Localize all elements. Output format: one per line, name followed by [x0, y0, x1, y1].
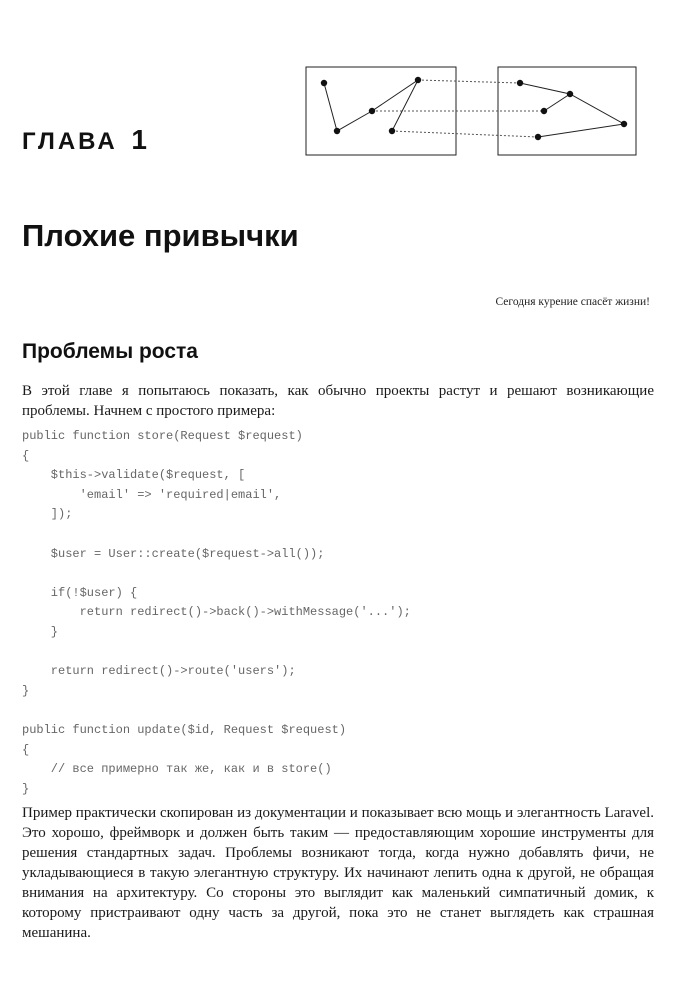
code-line: // все примерно так же, как и в store(): [22, 762, 332, 777]
code-line: }: [22, 781, 30, 796]
chapter-figure: [300, 60, 640, 160]
code-line: {: [22, 742, 30, 757]
code-line: {: [22, 448, 30, 463]
closing-paragraph: Пример практически скопирован из документации и показывает всю мощь и элегантность Laravel. Это хорошо, фреймворк и должен быть таким — предоставляющим хорошие инструменты для решения стандартных задач. Проблемы возникают тогда, когда нужно добавлять фичи, не укладывающиеся в такую элегантную структуру. Их начинают лепить одна к другой, не обращая внимания на архитектуру. Со стороны это выглядит как маленький симпатичный домик, к которому пристраивают одну часть за другой, пока это не станет выглядеть как страшная мешанина.: [22, 805, 654, 941]
figure-left-lines: [324, 80, 418, 131]
code-line: }: [22, 683, 30, 698]
section-title: Проблемы роста: [22, 340, 198, 363]
code-line: $this->validate($request, [: [22, 468, 246, 483]
chapter-title: Плохие привычки: [22, 218, 299, 253]
chapter-number: 1: [131, 124, 147, 155]
chapter-word: ГЛАВА: [22, 128, 118, 155]
code-block: [22, 427, 662, 799]
code-line: ]);: [22, 507, 73, 522]
chapter-label: [22, 124, 147, 156]
code-line: return redirect()->route('users');: [22, 664, 296, 679]
code-line: }: [22, 624, 59, 639]
intro-paragraph: В этой главе я попытаюсь показать, как обычно проекты растут и решают возникающие проблемы. Начнем с простого примера:: [22, 383, 654, 419]
code-line: [22, 564, 662, 584]
code-line: [22, 525, 662, 545]
code-line: $user = User::create($request->all());: [22, 546, 325, 561]
code-line: public function store(Request $request): [22, 429, 303, 443]
figure-right-lines: [520, 83, 624, 137]
code-line: [22, 643, 662, 663]
code-line: public function update($id, Request $request): [22, 722, 347, 737]
code-line: if(!$user) {: [22, 585, 138, 600]
epigraph: Сегодня курение спасёт жизни!: [495, 296, 650, 308]
code-line: 'email' => 'required|email',: [22, 487, 282, 502]
figure-dotted-connectors: [372, 80, 544, 137]
code-line: return redirect()->back()->withMessage('...');: [22, 605, 411, 620]
code-line: [22, 701, 662, 721]
